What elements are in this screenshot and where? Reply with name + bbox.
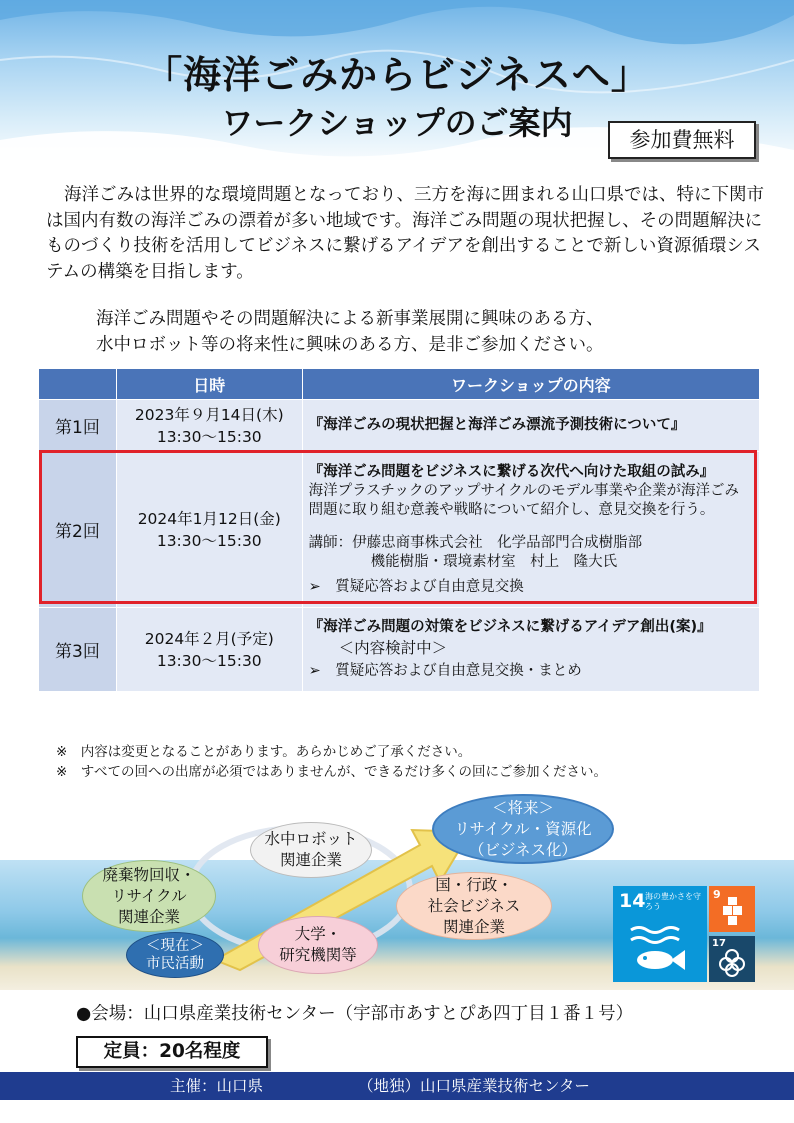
session-time: 13:30～15:30	[156, 651, 262, 670]
session-time: 13:30～15:30	[156, 531, 262, 550]
session-content	[302, 608, 759, 692]
sdg-9-icon: 9	[709, 886, 755, 932]
fish-icon	[613, 886, 707, 982]
lecturer-line-2: 機能樹脂・環境素材室 村上 隆大氏	[370, 553, 618, 570]
venue-info: ●会場：山口県産業技術センター（宇部市あすとぴあ四丁目１番１号）	[76, 1004, 634, 1024]
robot-ellipse: 水中ロボット 関連企業	[250, 822, 372, 878]
note-2: ※ すべての回への出席が必須ではありませんが、できるだけ多くの回にご参加ください。	[56, 764, 608, 780]
session-datetime	[116, 608, 302, 692]
invite-line-1: 海洋ごみ問題やその問題解決による新事業展開に興味のある方、	[96, 309, 604, 329]
header-content: ワークショップの内容	[302, 369, 759, 400]
session-label: 第3回	[39, 608, 117, 692]
session-bullet: ➢ 質疑応答および自由意見交換・まとめ	[308, 663, 582, 679]
arrow-bullet-icon: ➢	[308, 663, 321, 679]
note-1: ※ 内容は変更となることがあります。あらかじめご了承ください。	[56, 744, 472, 760]
session-title: 『海洋ごみ問題の対策をビジネスに繋げるアイデア創出(案)』	[308, 619, 712, 635]
session-sub: ＜内容検討中＞	[338, 639, 448, 657]
session-description: 海洋プラスチックのアップサイクルのモデル事業や企業が海洋ごみ問題に取り組む意義や戦略について紹介し、意見交換を行う。	[308, 482, 739, 518]
session-content	[302, 400, 759, 452]
intro-paragraph: 海洋ごみは世界的な環境問題となっており、三方を海に囲まれる山口県では、特に下関市は国内有数の海洋ごみの漂着が多い地域です。海洋ごみ問題の現状把握し、その問題解決にものづくり技術を活用してビジネスに繋げるアイデアを創出することで新しい資源循環システムの構築を目指します。	[46, 185, 764, 282]
fee-badge: 参加費無料	[608, 121, 756, 159]
capacity-box: 定員：20名程度	[76, 1036, 268, 1068]
invite-line-2: 水中ロボット等の将来性に興味のある方、是非ご参加ください。	[96, 335, 604, 355]
lecturer-line-1: 講師：伊藤忠商事株式会社 化学品部門合成樹脂部	[308, 534, 643, 551]
header-date: 日時	[116, 369, 302, 400]
flower-icon	[709, 936, 755, 982]
session-bullet: ➢ 質疑応答および自由意見交換	[308, 578, 524, 595]
gov-ellipse: 国・行政・ 社会ビジネス 関連企業	[396, 872, 552, 940]
arrow-bullet-icon: ➢	[308, 578, 321, 595]
waste-ellipse: 廃棄物回収・ リサイクル 関連企業	[82, 860, 216, 932]
cubes-icon	[709, 886, 755, 932]
now-ellipse: ＜現在＞ 市民活動	[126, 932, 224, 978]
session-label: 第2回	[39, 452, 117, 608]
session-date: 2023年９月14日(木)	[134, 405, 284, 424]
page-title: 「海洋ごみからビジネスへ」	[144, 53, 650, 97]
footer-organizer-bar	[0, 1072, 794, 1100]
session-date: 2024年２月(予定)	[144, 629, 274, 648]
session-title: 『海洋ごみの現状把握と海洋ごみ漂流予測技術について』	[308, 417, 686, 433]
notes	[56, 742, 776, 782]
co-organizer: （地独）山口県産業技術センター	[358, 1077, 590, 1095]
session-label: 第1回	[39, 400, 117, 452]
sdg-17-icon: 17	[709, 936, 755, 982]
table-row	[39, 400, 760, 452]
header-empty-cell	[39, 369, 117, 400]
organizer: 主催：山口県	[170, 1077, 264, 1095]
table-header-row	[39, 369, 760, 400]
invite-text	[96, 306, 776, 358]
future-ellipse: ＜将来＞ リサイクル・資源化 （ビジネス化）	[432, 794, 614, 864]
session-title: 『海洋ごみ問題をビジネスに繋げる次代へ向けた取組の試み』	[308, 463, 715, 480]
univ-ellipse: 大学・ 研究機関等	[258, 916, 378, 974]
session-time: 13:30～15:30	[156, 427, 262, 446]
session-datetime	[116, 400, 302, 452]
sdg-14-icon: 14 海の豊かさを守ろう	[613, 886, 707, 982]
page-subtitle: ワークショップのご案内	[221, 104, 573, 142]
highlight-border	[39, 450, 757, 604]
session-date: 2024年1月12日(金)	[137, 509, 281, 528]
table-row	[39, 608, 760, 692]
